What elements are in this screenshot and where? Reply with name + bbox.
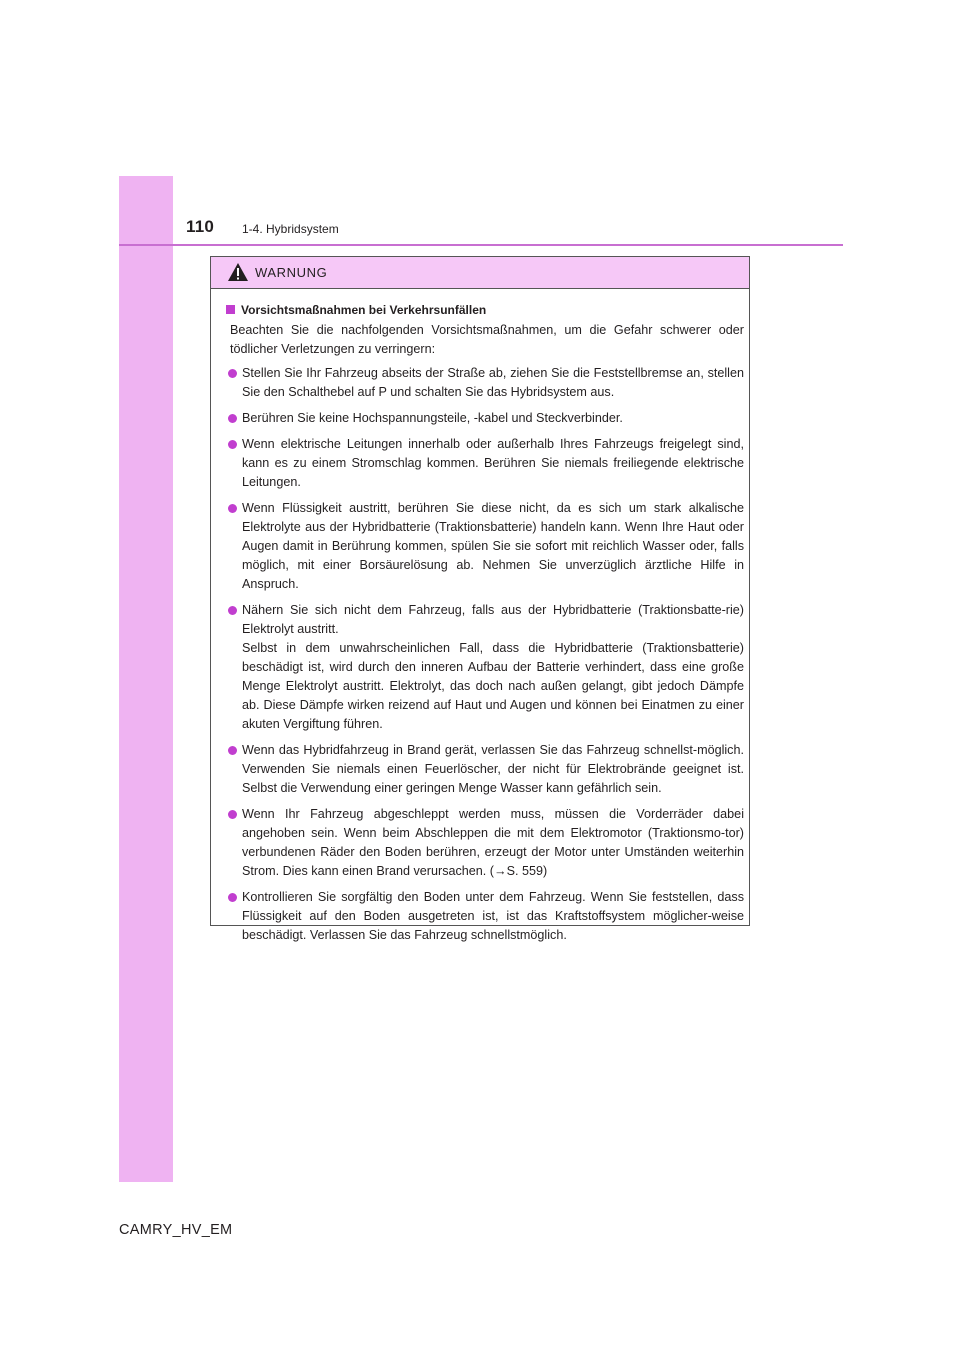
page-number: 110	[186, 217, 215, 236]
circle-bullet-icon	[228, 810, 237, 819]
circle-bullet-icon	[228, 414, 237, 423]
section-title: 1-4. Hybridsystem	[242, 222, 339, 236]
warning-list	[211, 364, 751, 945]
list-item	[242, 601, 744, 734]
warning-heading	[211, 301, 751, 319]
list-item-text: Berühren Sie keine Hochspannungsteile, -kabel und Steckverbinder.	[242, 411, 623, 425]
warning-header	[211, 257, 749, 289]
circle-bullet-icon	[228, 746, 237, 755]
warning-heading-text: Vorsichtsmaßnahmen bei Verkehrsunfällen	[241, 303, 487, 317]
list-item	[242, 364, 744, 402]
list-item	[242, 409, 744, 428]
list-item-text: Wenn Flüssigkeit austritt, berühren Sie diese nicht, da es sich um stark alkalische Elektrolyte aus der Hybridbatterie (Traktionsbatterie) handeln kann. Wenn Ihre Haut oder Augen damit in Berührung kommen, spülen Sie sie sofort mit reichlich Wasser oder, falls möglich, mit einer Borsäurelösung ab. Nehmen Sie unverzüglich ärztliche Hilfe in Anspruch.	[242, 501, 744, 591]
warning-label: WARNUNG	[255, 265, 328, 280]
square-bullet-icon	[226, 305, 235, 314]
list-item-text-continued: Selbst in dem unwahrscheinlichen Fall, dass die Hybridbatterie (Traktionsbatterie) beschädigt ist, wird durch den inneren Aufbau der Batterie verhindert, dass eine große Menge Elektrolyt austritt. Elektrolyt, das doch nach außen gelangt, gibt jedoch Dämpfe ab. Diese Dämpfe wirken reizend auf Haut und Augen und können bei Einatmen zu einer akuten Vergiftung führen.	[242, 641, 744, 731]
list-item	[242, 499, 744, 594]
chapter-side-strip	[119, 176, 173, 1182]
list-item	[242, 805, 744, 881]
circle-bullet-icon	[228, 606, 237, 615]
list-item-text: Wenn elektrische Leitungen innerhalb oder außerhalb Ihres Fahrzeugs freigelegt sind, kann es zu einem Stromschlag kommen. Berühren Sie niemals freiliegende elektrische Leitungen.	[242, 437, 744, 489]
list-item-text: Stellen Sie Ihr Fahrzeug abseits der Straße ab, ziehen Sie die Feststellbremse an, stellen Sie den Schalthebel auf P und schalten Sie das Hybridsystem aus.	[242, 366, 744, 399]
list-item-text: Wenn Ihr Fahrzeug abgeschleppt werden muss, müssen die Vorderräder dabei angehoben sein. Wenn beim Abschleppen die mit dem Elektromotor (Traktionsmo-tor) verbundenen Räder den Boden berühren, erzeugt der Motor unter Umständen weiterhin Strom. Dies kann einen Brand verursachen. (→S. 559)	[242, 807, 744, 878]
list-item-text: Kontrollieren Sie sorgfältig den Boden unter dem Fahrzeug. Wenn Sie feststellen, dass Flüssigkeit auf den Boden ausgetreten ist, ist das Kraftstoffsystem möglicher-weise beschädigt. Verlassen Sie das Fahrzeug schnellstmöglich.	[242, 890, 744, 942]
circle-bullet-icon	[228, 369, 237, 378]
warning-triangle-icon	[227, 262, 249, 282]
warning-intro: Beachten Sie die nachfolgenden Vorsichtsmaßnahmen, um die Gefahr schwerer oder tödlicher Verletzungen zu verringern:	[230, 323, 744, 356]
document-code: CAMRY_HV_EM	[119, 1222, 233, 1238]
circle-bullet-icon	[228, 893, 237, 902]
list-item-text: Wenn das Hybridfahrzeug in Brand gerät, verlassen Sie das Fahrzeug schnellst-möglich. Verwenden Sie niemals einen Feuerlöscher, der nicht für Elektrobrände geeignet ist. Selbst die Verwendung einer geringen Menge Wasser kann gefährlich sein.	[242, 743, 744, 795]
list-item	[242, 888, 744, 945]
warning-box	[210, 256, 750, 942]
circle-bullet-icon	[228, 504, 237, 513]
list-item	[242, 741, 744, 798]
circle-bullet-icon	[228, 440, 237, 449]
warning-body	[211, 301, 751, 952]
list-item	[242, 435, 744, 492]
header-divider	[119, 244, 843, 246]
list-item-text: Nähern Sie sich nicht dem Fahrzeug, falls aus der Hybridbatterie (Traktionsbatte-rie) Elektrolyt austritt.	[242, 603, 744, 636]
